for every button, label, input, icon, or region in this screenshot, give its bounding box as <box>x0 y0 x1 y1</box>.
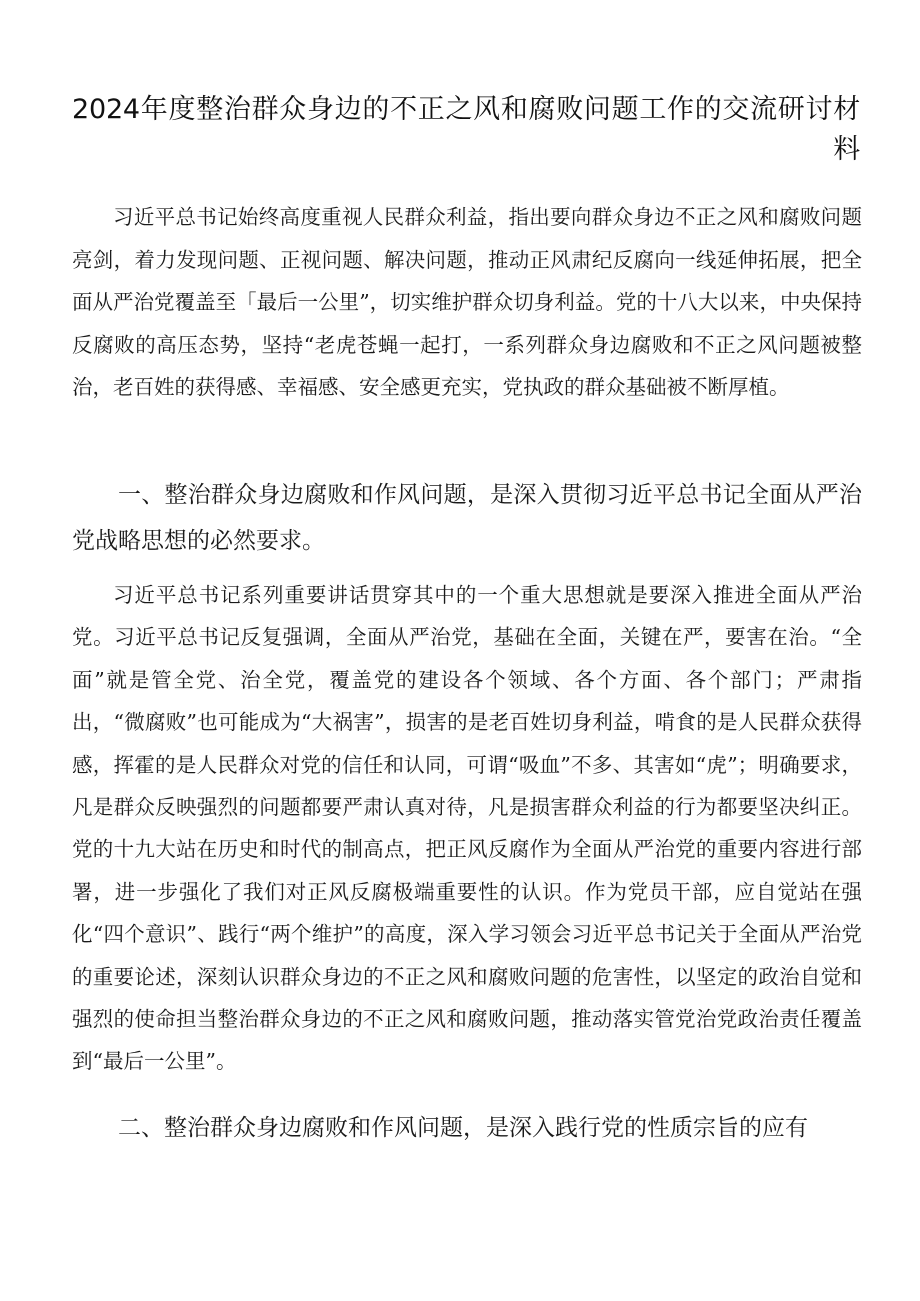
body-paragraph: 习近平总书记系列重要讲话贯穿其中的一个重大思想就是要深入推进全面从严治党。习近平总书记反复强调，全面从严治党，基础在全面，关键在严，要害在治。“全面”就是管全党、治全党，覆盖党的建设各个领域、各个方面、各个部门；严肃指出，“微腐败”也可能成为“大祸害”，损害的是老百姓切身利益，啃食的是人民群众获得感，挥霍的是人民群众对党的信任和认同，可谓“吸血”不多、其害如“虎”；明确要求，凡是群众反映强烈的问题都要严肃认真对待，凡是损害群众利益的行为都要坚决纠正。党的十九大站在历史和时代的制高点，把正风反腐作为全面从严治党的重要内容进行部署，进一步强化了我们对正风反腐极端重要性的认识。作为党员干部，应自觉站在强化“四个意识”、践行“两个维护”的高度，深入学习领会习近平总书记关于全面从严治党的重要论述，深刻认识群众身边的不正之风和腐败问题的危害性，以坚定的政治自觉和强烈的使命担当整治群众身边的不正之风和腐败问题，推动落实管党治党政治责任覆盖到“最后一公里”。 <box>72 583 862 1074</box>
document-title: 2024年度整治群众身边的不正之风和腐败问题工作的交流研讨材料 <box>72 94 860 165</box>
intro-paragraph: 习近平总书记始终高度重视人民群众利益，指出要向群众身边不正之风和腐败问题亮剑，着力发现问题、正视问题、解决问题，推动正风肃纪反腐向一线延伸拓展，把全面从严治党覆盖至「最后一公里”，切实维护群众切身利益。党的十八大以来，中央保持反腐败的高压态势，坚持“老虎苍蝇一起打，一系列群众身边腐败和不正之风问题被整治，老百姓的获得感、幸福感、安全感更充实，党执政的群众基础被不断厚植。 <box>72 205 862 400</box>
section-heading-2: 二、整治群众身边腐败和作风问题，是深入践行党的性质宗旨的应有 <box>118 1115 808 1141</box>
section-heading-1: 一、整治群众身边腐败和作风问题，是深入贯彻习近平总书记全面从严治党战略思想的必然要求。 <box>72 482 862 554</box>
